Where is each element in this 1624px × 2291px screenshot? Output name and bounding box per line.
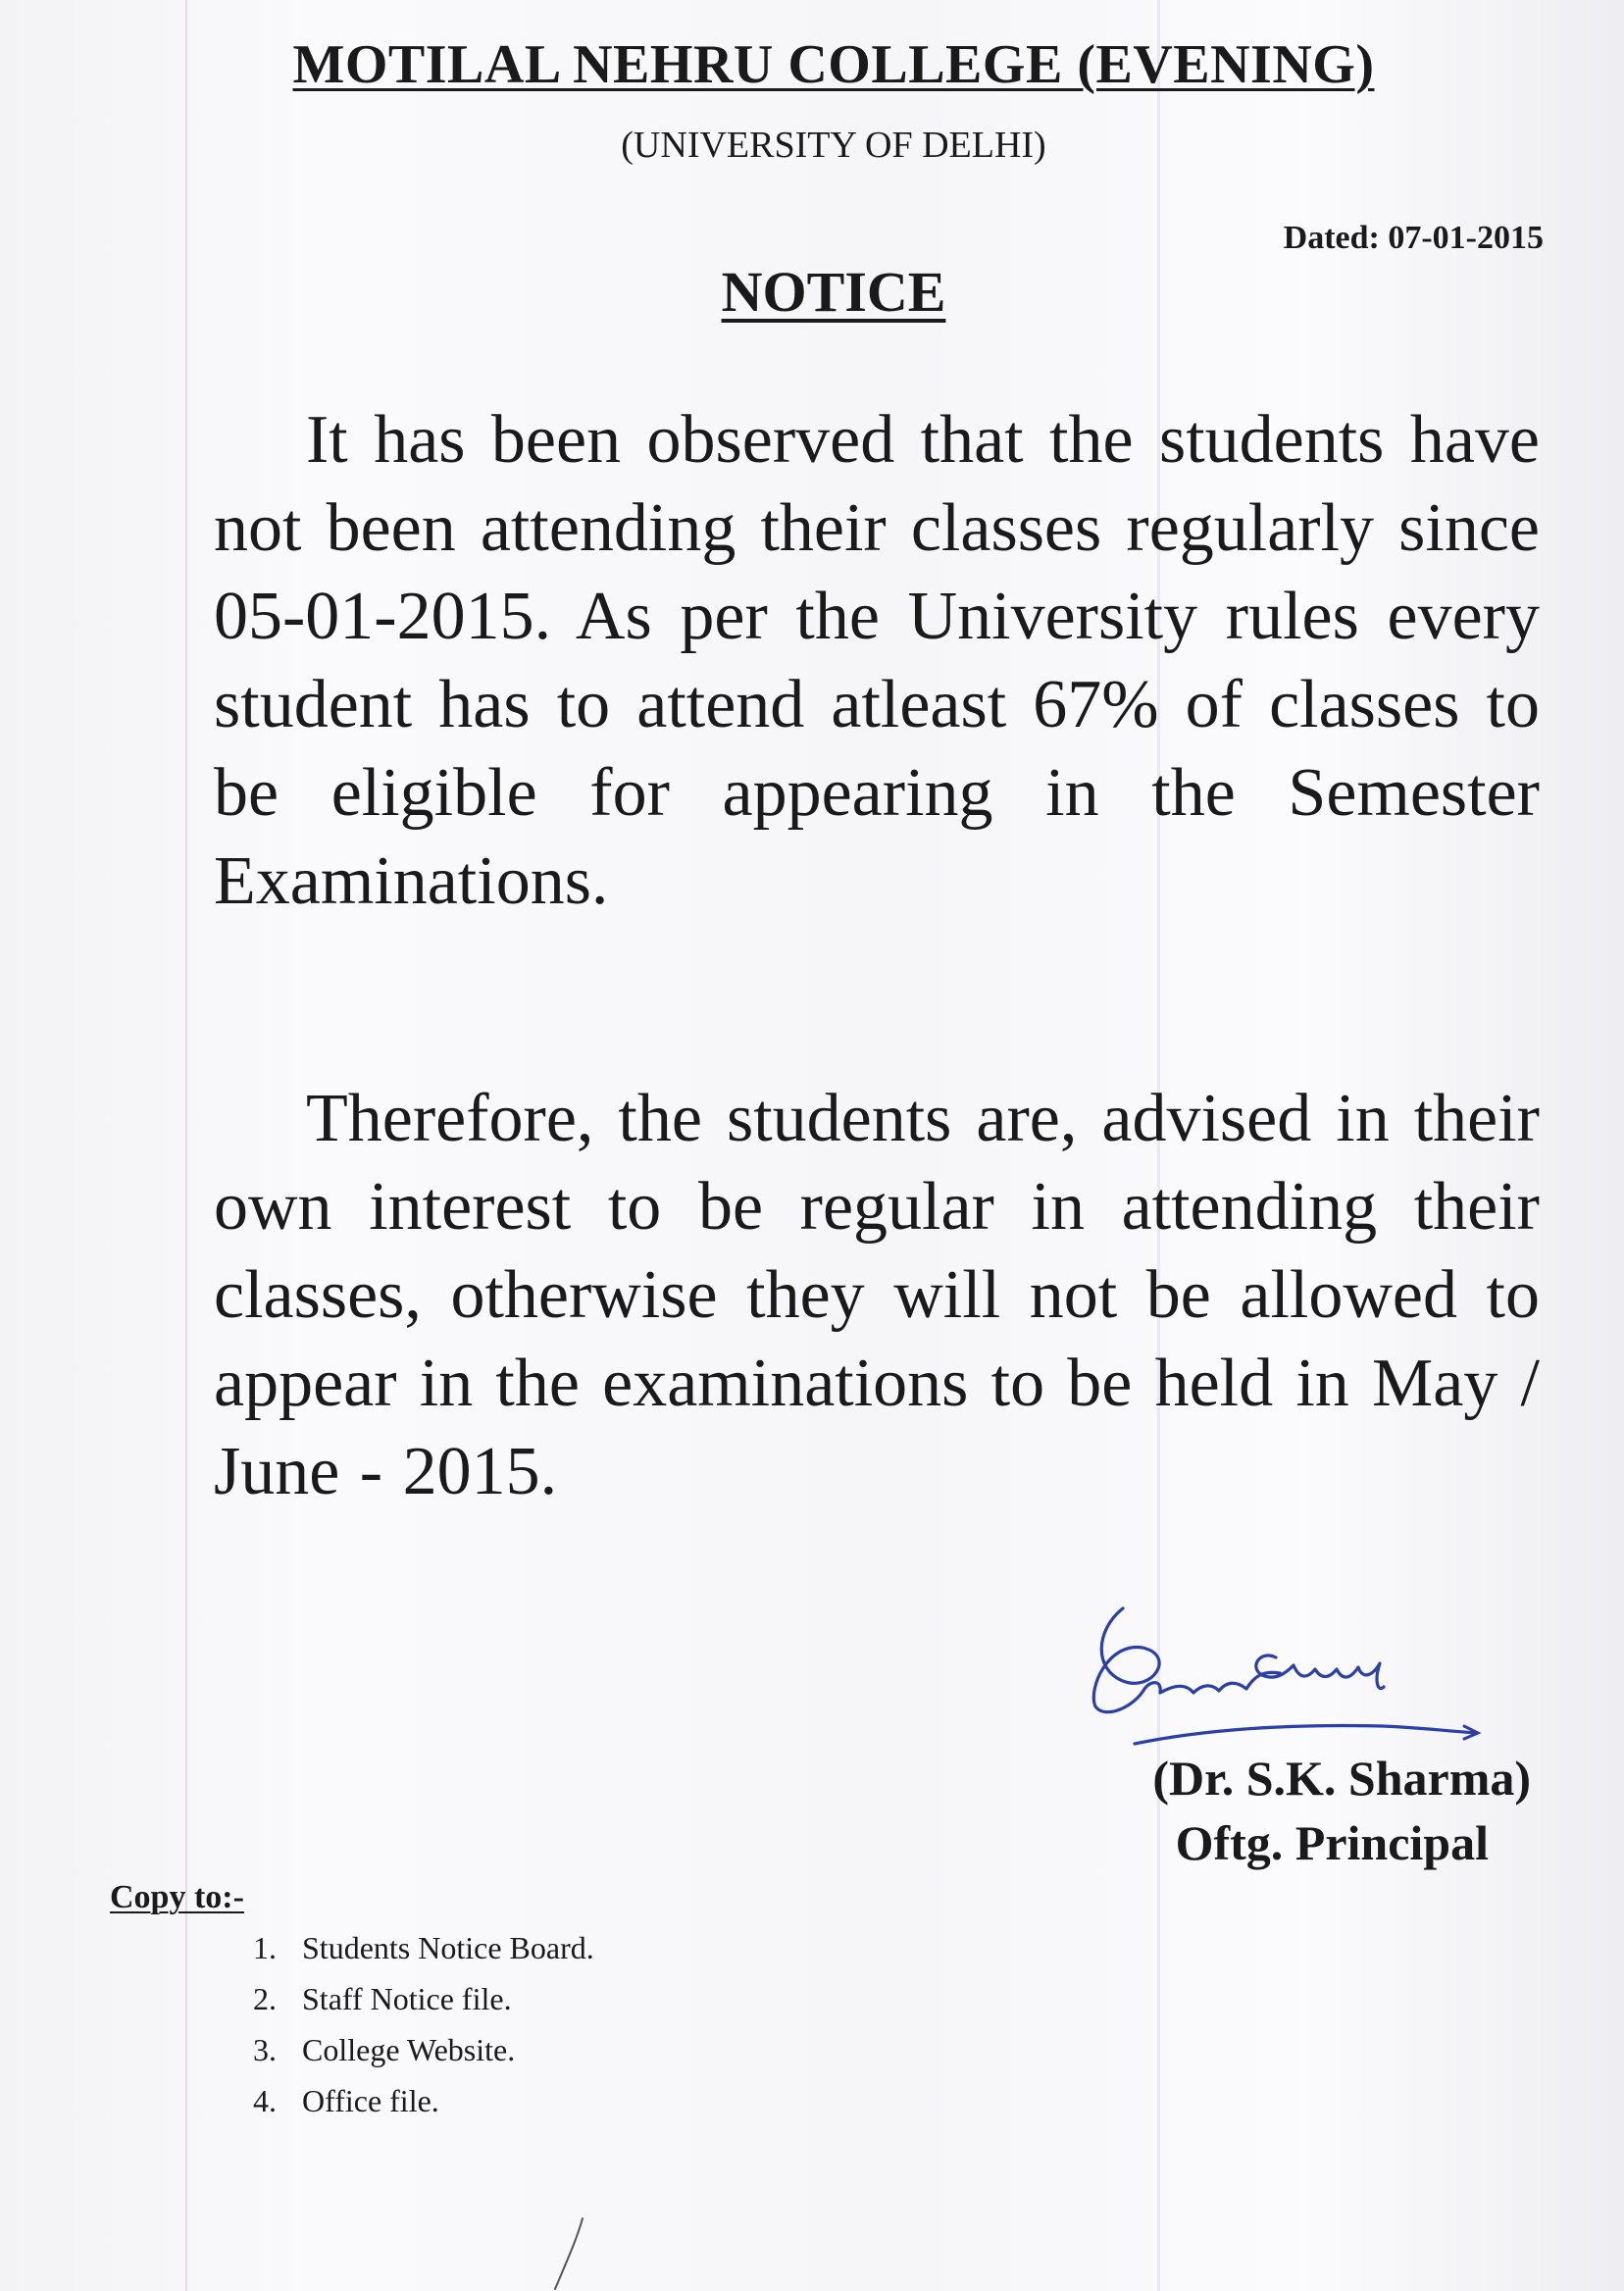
signatory-title: Oftg. Principal xyxy=(1175,1815,1489,1870)
copy-to-item-number: 1. xyxy=(253,1930,277,1965)
notice-heading: NOTICE xyxy=(721,260,946,324)
copy-to-item-text: College Website. xyxy=(302,2032,516,2067)
copy-to-item-number: 2. xyxy=(253,1981,277,2016)
notice-paragraph-1: It has been observed that the students have not been attending their classes regularly since 05-01-2015. As per the University rules every student has to attend atleast 67% of classes to be eligible for appearing in the Semester Examinations. xyxy=(214,402,1540,919)
copy-to-item xyxy=(253,2024,594,2075)
signatory-name: (Dr. S.K. Sharma) xyxy=(1152,1751,1531,1806)
college-name: MOTILAL NEHRU COLLEGE (EVENING) xyxy=(292,34,1375,95)
notice-date: Dated: 07-01-2015 xyxy=(1283,220,1544,256)
copy-to-item xyxy=(253,1922,594,1973)
pen-stroke-mark xyxy=(549,2216,588,2291)
copy-to-item-number: 3. xyxy=(253,2032,277,2067)
handwritten-signature xyxy=(1084,1591,1496,1757)
notice-paragraph-2: Therefore, the students are, advised in their own interest to be regular in attending their classes, otherwise they will not be allowed to appear in the examinations to be held in May / June - 2015. xyxy=(214,1081,1540,1509)
copy-to-list xyxy=(253,1922,594,2126)
copy-to-heading: Copy to:- xyxy=(110,1879,244,1915)
copy-to-item-number: 4. xyxy=(253,2083,277,2118)
margin-line xyxy=(185,0,187,2291)
copy-to-item xyxy=(253,1973,594,2024)
copy-to-item xyxy=(253,2075,594,2126)
copy-to-item-text: Students Notice Board. xyxy=(302,1930,594,1965)
copy-to-item-text: Office file. xyxy=(302,2083,439,2118)
university-name: (UNIVERSITY OF DELHI) xyxy=(621,125,1046,166)
copy-to-item-text: Staff Notice file. xyxy=(302,1981,512,2016)
